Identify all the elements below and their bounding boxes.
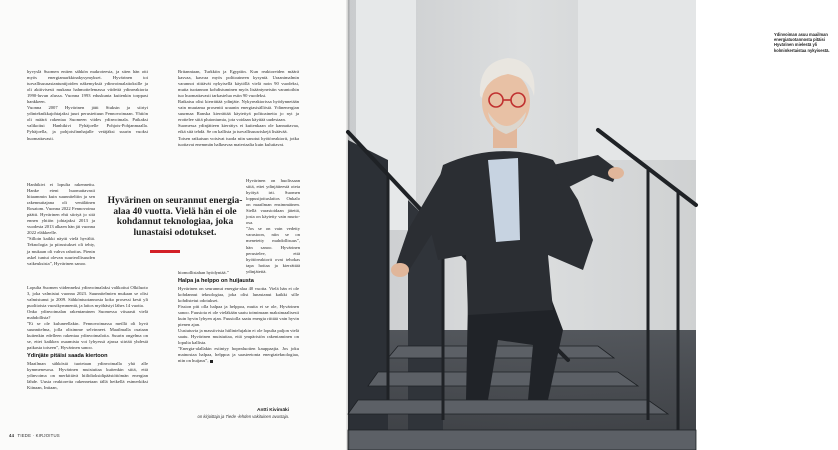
- left-page: [0, 0, 348, 450]
- photo-caption: Ydinvoiman asuu maailman energiatuotannosta pitäisi Hyvärinen mielestä yli kolminkertaistaa nykyisestä.: [774, 32, 830, 53]
- paragraph: Hanhikivi ei lopulta rakennettu. Hanke eteni huomattavasti hitaammin kuin suunniteltiin ja sen rakennuttajana oli venäläinen Rosatom. Vuonna 2022 Fennovoima päätti. Hyvärinen ehti siirtyä jo sitä ennen yhtiön johtajaksi 2013 ja vuodesta 2013 alkaen hän jäi vuonna 2022 eläkkeelle. ”Silloin kaikki näytti vielä hyvältä. Teknologia ja piirustukset oli tehty, ja mukaan oli vahva rahoitus. Pienin askel tuntui olevan suurteollisuuden vaikeuksista”, Hyvärinen sanoo.: [27, 182, 95, 266]
- paragraph: Hyvärinen on huolissaan siitä, ettei ydinjätteestä oteta hyötyä irti. Suomen loppusijoituslaitos Onkalo on maailman ensimmäinen. Siellä varastoidaan jätettä, josta on käytetty vain murto-osa. ”Jos se on vain vedetty varastoon, niin se on menetetty mahdollisuus”, hän sanoo. Hyvärinen perustelee, että hyötöreaktorit ovat tehokas tapa hoitaa ja kierrättää ydinjätettä.: [246, 178, 300, 274]
- portrait-photo: [348, 0, 696, 450]
- paragraph-text: Hyvärinen on seurannut energia-alaa 40 vuotta. Vielä hän ei ole kohdannut teknologiaa, joka olisi lunastanut kaikki sille kohdistetut odotukset. Fission piti olla halpaa ja helppoa, mutta ei se ole, Hyvärinen sanoo. Fuusiota ei ole vieläkään saatu toimimaan maksimaalisesti kuin hyvin lyhyen ajan. Fuusiolla saatu energia riittää vain hyvin pienen ajan. Uusiutuvia ja massiivisia hiilinielujakin ei ole lopulta paljon vielä saatu. Hyvärinen muistuttaa, että ympäristön rakentaminen on lopulta kallista. ”Energia-alallakin esiintyy hopealuotien kauppaajia. Jos joku mainostaa halpaa, helppoa ja saasteetonta energiateknologiaa, niin on huijaus”,: [178, 285, 299, 364]
- article-column-2-top: [178, 69, 299, 148]
- right-page-photo: [348, 0, 830, 450]
- paragraph: [178, 286, 299, 365]
- article-column-1-top: [27, 69, 148, 142]
- page-spine: [346, 0, 350, 450]
- article-column-2-rest: [178, 270, 299, 364]
- subheading: Ydinjäte pitäisi saada kiertoon: [27, 353, 108, 360]
- page-number: 44: [9, 433, 15, 438]
- author-name: Antti Kivimäki: [257, 408, 289, 413]
- paragraph: Lopulta Suomen viidenneksi ydinvoimalaksi valikoitui Olkiluoto 3, joka valmistui vuonna 2023. Suunnitelmien mukaan se olisi valmistunut jo 2009. Sähköntuotannosta koko prosessi kesti yli puolitoista vuosikymmentä, ja laitos myöhästyi lähes 14 vuotta. Onko ydinvoimalan rakentaminen Suomessa viisaasti vielä mahdollista? ”Ei se ole kuluneellakin. Fennovoimassa meillä oli hyvä suunnitelma, jolla olisimme selvinneet. Maailmalla osataan kuitenkin edelleen rakentaa ydinvoimaloita. Suurin ongelma on se, ettei kaikkea osaamista voi lyhyessä ajassa siirtää yhdestä paikasta toiseen”, Hyvärinen sanoo.: [27, 285, 148, 351]
- article-column-1-rest: [27, 285, 148, 391]
- page-footer: [9, 433, 60, 438]
- subheading: Halpa ja helppo on huijausta: [178, 277, 254, 284]
- paragraph: Maailman sähköstä tuotetaan ydinvoimalla yhä alle kymmenesosa. Hyvärinen muistuttaa kuitenkin siitä, että ydinvoima on merkittävä hiilidioksidipäästöttömän energian lähde. Uusia reaktoreita rakennetaan tällä hetkellä esimerkiksi Kiinaan, Intiaan,: [27, 361, 148, 391]
- pull-quote: Hyvärinen on seurannut energia-alaa 40 vuotta. Vielä hän ei ole kohdannut teknologiaa, joka lunastaisi odotukset.: [107, 196, 243, 238]
- article-column-2-narrow: [246, 178, 300, 275]
- window-light: [578, 0, 696, 160]
- person-left-hand: [391, 263, 409, 277]
- pull-quote-rule: [150, 250, 180, 253]
- paragraph: Britanniaan, Turkkiin ja Egyptiin. Kun reaktoreiden määrä kasvaa, kasvaa myös polttoaineen kysyntä. Uraanimalmin varannot riittävät nykyisellä käytöllä vielä noin 90 vuodeksi, mutta tuotannon kohdistuminen myös lisääntyneisiin varantoihin tuo huomattavasti tarkastelua esiin 90 vuodeksi. Ratkaisu olisi kierrättää ydinjäte. Nykyreaktorissa hyödynnetään vain muutama prosentti uraanin energiasisällöstä. Ydinenergian suurmaa Ranska kierrättää käytettyä polttoainetta jo nyt ja erottelee siitä plutoniumia, jota voidaan käyttää uudestaan. Suomessa ydinjätteen kierrätys ei kuitenkaan ole kannattavaa, eikä sitä tehdä. Se on kallista ja turvallisuusriskejä lisäävää. Toisen ratkaisun voisivat tuoda niin sanotut hyötöreaktorit, jotka tuottavat enemmän halkeavaa materiaalia kuin kuluttavat.: [178, 69, 299, 147]
- end-mark-icon: [210, 360, 213, 363]
- author-role: on kirjoittaja ja Tiede -lehden vakituinen avustaja.: [197, 414, 289, 419]
- author-box: [129, 408, 289, 420]
- person-right-hand: [608, 167, 624, 179]
- publication-name: TIEDE · KIRJOITUS: [17, 433, 60, 438]
- paragraph: hiomollistahan hyödyntää.”: [178, 270, 229, 275]
- article-column-1-narrow: [27, 182, 95, 267]
- paragraph: hyvyslä Suomen eniten sähkön makroteesia, ja siten hän otti myös energiamarkkinakysymykset. Hyvärinen toi turvallisuusasiantuntijoiden näkemyksiä ydinvoimalaitoksille ja oli aktiivisesti mukana hahmottelemassa viidettä ydinreaktoria 1990-luvun alussa. Vuonna 1993 eduskunta kuitenkin torppasi hankkeen. Vuonna 2007 Hyvärinen jätti Stuksin ja siirtyi ydinteknikkajohtajaksi juuri perustettuun Fennovoimaan. Yhtiön oli määrä rakentaa Suomeen viides ydinvoimala. Paikaksi valikoitui Hanhikivi Pyhäjoelle Pohjois-Pohjanmaalla. Pyhäjoella, ja pohjoisfinnhajalle vetäjäksi suurin vuoksi huomattavasti.: [27, 69, 148, 141]
